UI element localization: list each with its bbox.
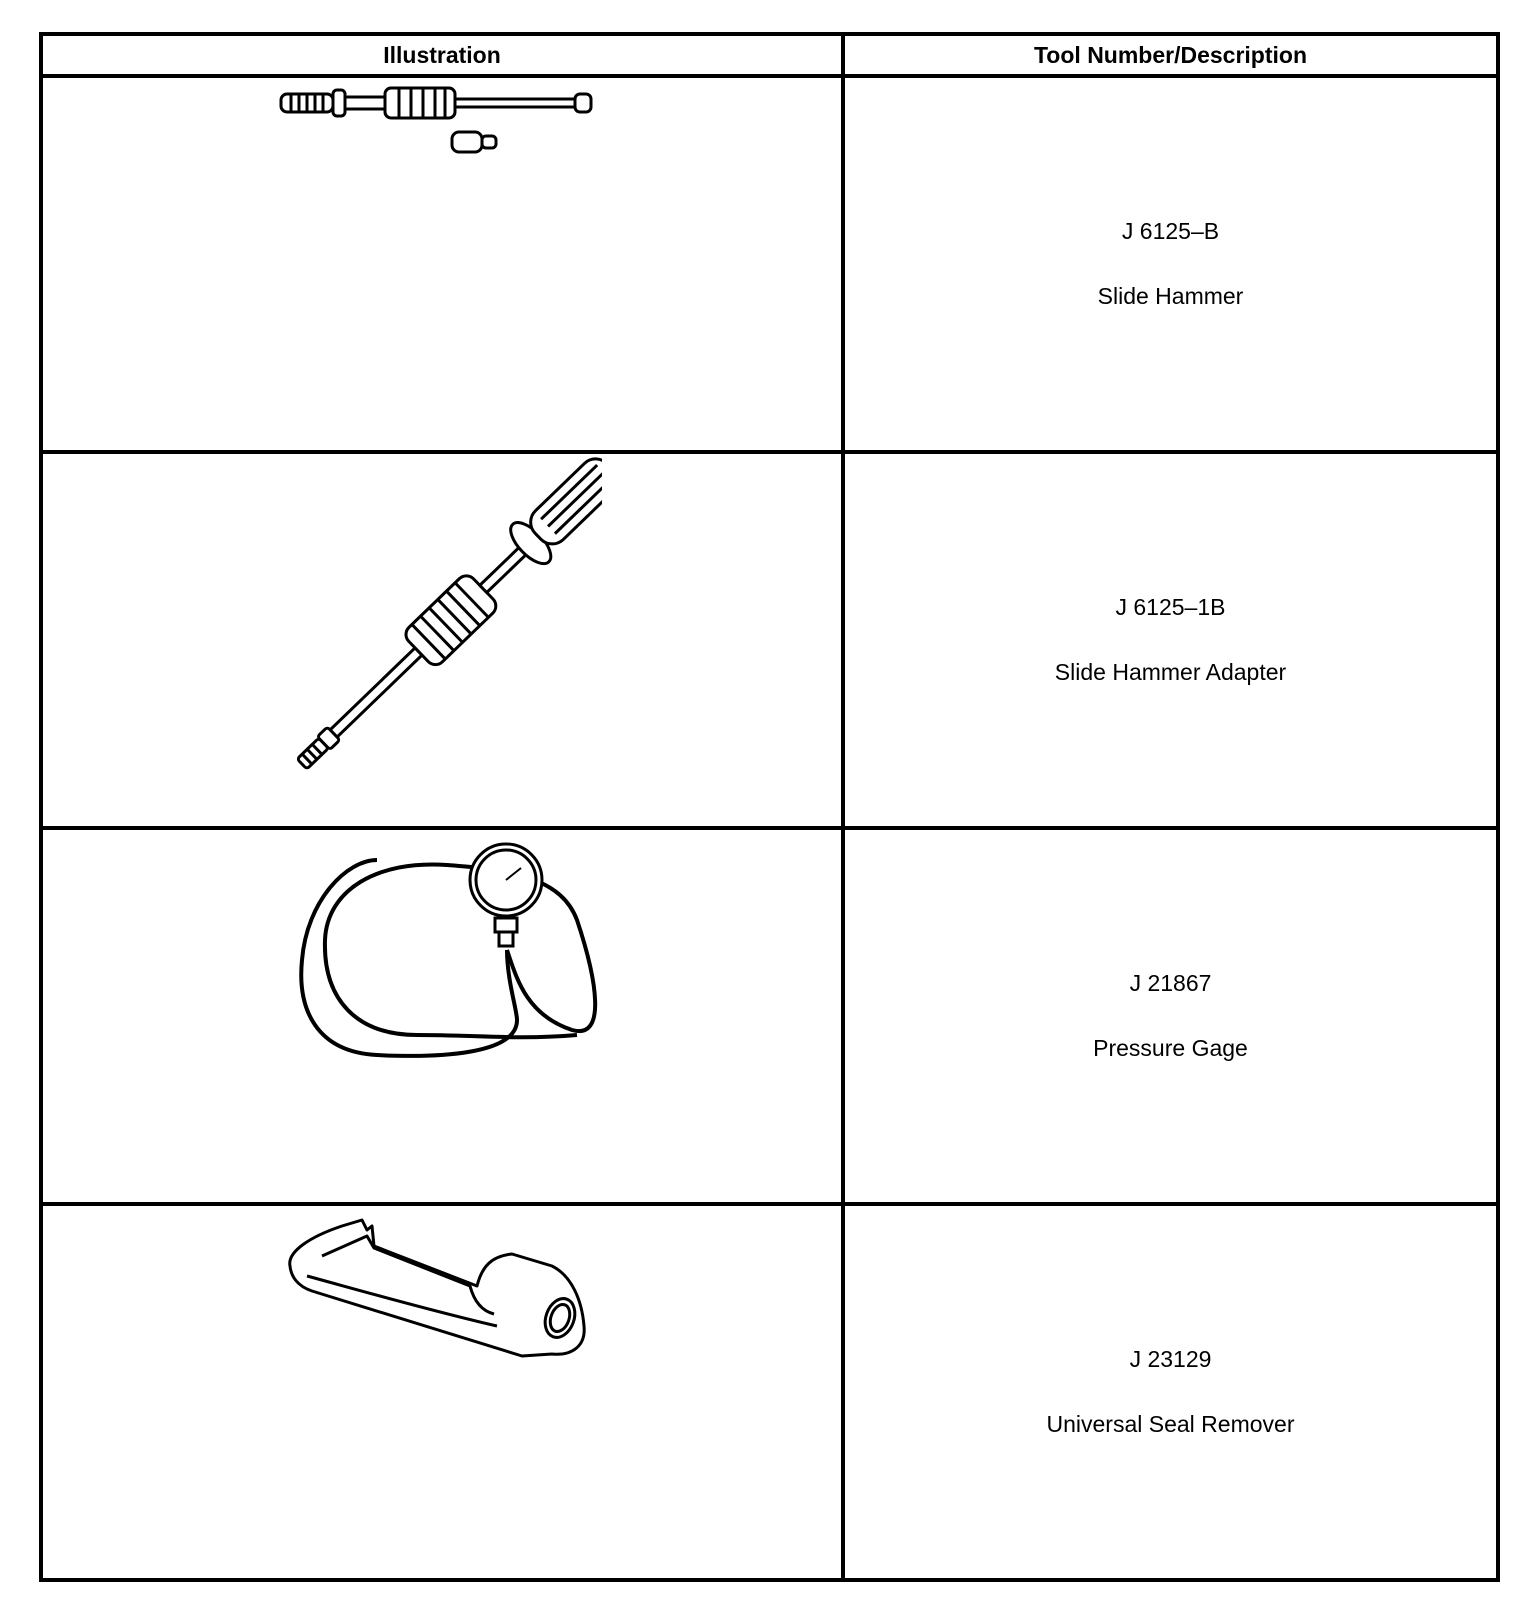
tool-description-cell [843, 76, 1498, 452]
header-illustration: Illustration [41, 34, 843, 76]
table-row [41, 76, 1498, 452]
tool-description-cell [843, 452, 1498, 828]
tool-number: J 6125–1B [1115, 594, 1226, 620]
tool-number: J 23129 [1129, 1346, 1212, 1372]
table-header-row [41, 34, 1498, 76]
illustration-cell [41, 452, 843, 828]
pressure-gage-icon [277, 830, 607, 1070]
illustration-cell [41, 828, 843, 1204]
header-tool-number-description: Tool Number/Description [843, 34, 1498, 76]
tool-description-cell [843, 828, 1498, 1204]
table-row [41, 452, 1498, 828]
slide-hammer-adapter-icon [282, 454, 602, 784]
tool-description: Pressure Gage [1093, 1035, 1248, 1061]
tool-description: Slide Hammer [1097, 283, 1244, 309]
slide-hammer-icon [277, 78, 607, 158]
universal-seal-remover-icon [282, 1206, 602, 1376]
tool-number: J 21867 [1129, 970, 1212, 996]
tool-description: Slide Hammer Adapter [1054, 659, 1287, 685]
tool-number: J 6125–B [1121, 218, 1220, 244]
tool-description-cell [843, 1204, 1498, 1580]
tool-description: Universal Seal Remover [1046, 1411, 1295, 1437]
table-row [41, 828, 1498, 1204]
illustration-cell [41, 1204, 843, 1580]
special-tools-table [39, 32, 1500, 1582]
table-row [41, 1204, 1498, 1580]
illustration-cell [41, 76, 843, 452]
